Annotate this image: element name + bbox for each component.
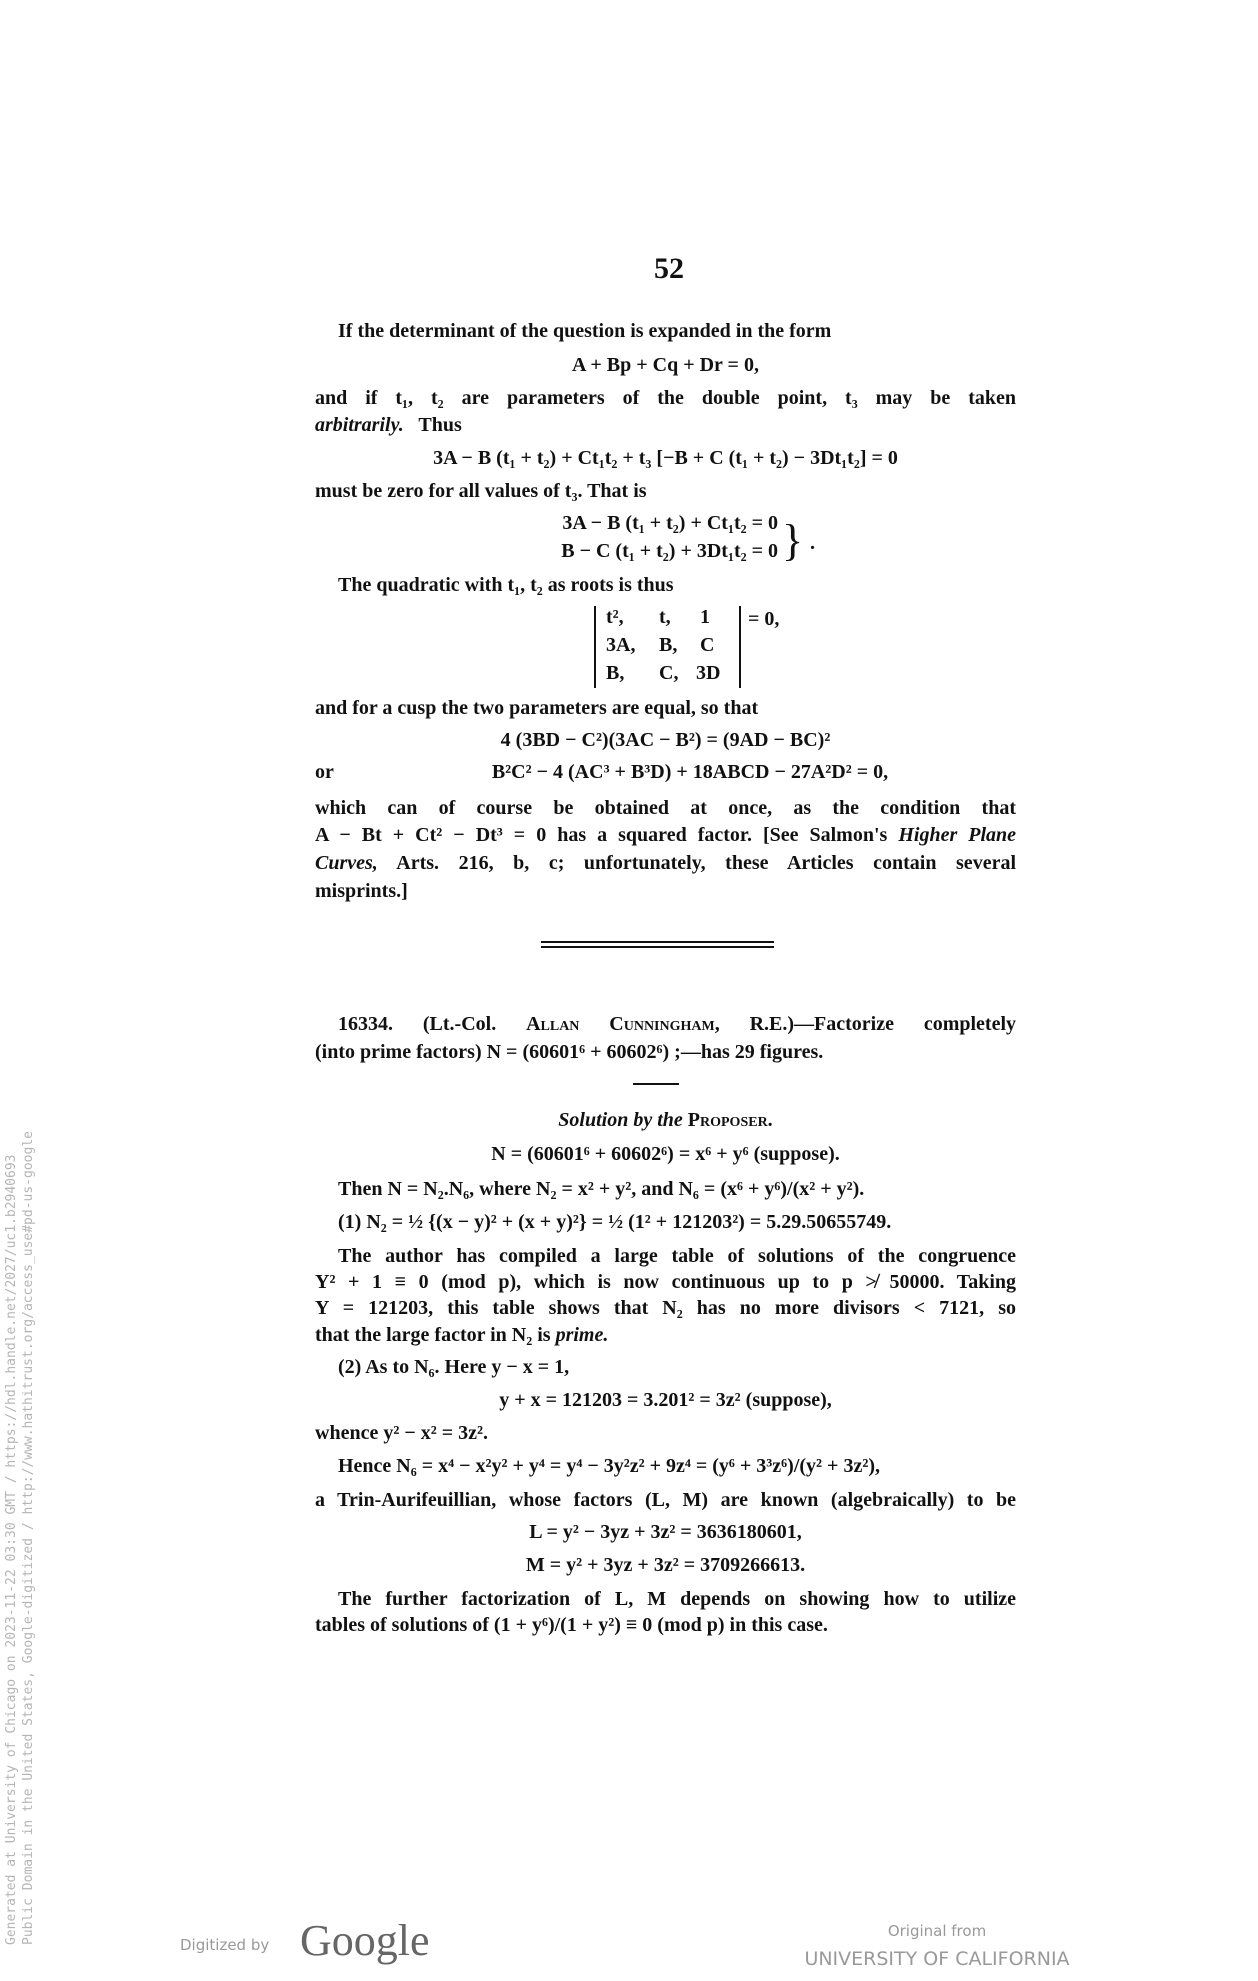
text: A − Bt + Ct² − Dt³ = 0 has a squared factor. [See Salmon's [315,824,888,846]
equation: 3A − B (t₁ + t₂) + Ct₁t₂ = 0 [562,512,778,534]
equation: L = y² − 3yz + 3z² = 3636180601, [529,1521,802,1543]
italic-text: Higher Plane [898,824,1017,846]
det-cell: C, [659,662,679,684]
equation: N = (60601⁶ + 60602⁶) = x⁶ + y⁶ (suppose). [491,1143,840,1165]
det-cell: B, [606,662,625,684]
paragraph-line [315,412,1016,438]
equation: 4 (3BD − C²)(3AC − B²) = (9AD − BC)² [500,729,831,751]
italic-text: prime. [555,1324,609,1346]
italic-text: Solution by the [558,1109,683,1131]
paragraph-line: misprints.] [315,880,408,902]
paragraph-line: tables of solutions of (1 + y⁶)/(1 + y²) ≡ 0 (mod p) in this case. [315,1614,828,1636]
text: (Lt.-Col. [422,1013,497,1035]
question-line: (into prime factors) N = (60601⁶ + 60602⁶) ;—has 29 figures. [315,1041,824,1063]
text: Thus [418,414,462,436]
det-cell: 3D [696,662,721,684]
author-name: Allan Cunningham, [526,1013,720,1035]
paragraph-line: The author has compiled a large table of solutions of the congruence [338,1245,1016,1267]
google-logo: Google [300,1916,430,1965]
watermark-line: Generated at University of Chicago on 2023-11-22 03:30 GMT / https://hdl.handle.net/2027/uc1.b2940693 [4,1154,19,1945]
paragraph-line [315,1322,1016,1348]
paragraph-line [315,822,1016,848]
paragraph-line: (1) N₂ = ½ {(x − y)² + (x + y)²} = ½ (1² + 121203²) = 5.29.50655749. [338,1211,892,1233]
paragraph-line: Y = 121203, this table shows that N₂ has no more divisors < 7121, so [315,1297,1016,1319]
italic-text: Curves, [315,852,378,874]
equation: M = y² + 3yz + 3z² = 3709266613. [525,1554,806,1576]
det-equals: = 0, [748,608,780,630]
equation: A + Bp + Cq + Dr = 0, [572,354,759,376]
paragraph-line: which can of course be obtained at once, as the condition that [315,797,1016,819]
or-label: or [315,761,334,783]
text: that the large factor in N₂ is [315,1324,551,1346]
solution-heading [315,1107,1016,1133]
paragraph-line: a Trin-Aurifeuillian, whose factors (L, M) are known (algebraically) to be [315,1489,1016,1511]
determinant [594,606,741,688]
divider [541,946,774,948]
small-caps-text: Proposer. [687,1109,773,1131]
paragraph-line: must be zero for all values of t₃. That is [315,480,647,502]
paragraph-line: Hence N₆ = x⁴ − x²y² + y⁴ = y⁴ − 3y²z² + 9z⁴ = (y⁶ + 3³z⁶)/(y² + 3z²), [338,1455,880,1477]
paragraph-line: and for a cusp the two parameters are equal, so that [315,697,759,719]
paragraph-line: and if t₁, t₂ are parameters of the double point, t₃ may be taken [315,387,1016,409]
text: R.E.)—Factorize completely [749,1013,1017,1035]
equation: y + x = 121203 = 3.201² = 3z² (suppose), [499,1389,832,1411]
equation: B − C (t₁ + t₂) + 3Dt₁t₂ = 0 [561,540,778,562]
institution-label: UNIVERSITY OF CALIFORNIA [804,1948,1070,1970]
paragraph-line: Y² + 1 ≡ 0 (mod p), which is now continuous up to p ≯ 50000. Taking [315,1271,1016,1293]
text: Arts. 216, b, c; unfortunately, these Articles contain several [396,852,1016,874]
digitized-by-label: Digitized by [180,1936,270,1954]
paragraph-line: Then N = N₂.N₆, where N₂ = x² + y², and N₆ = (x⁶ + y⁶)/(x² + y²). [338,1178,865,1200]
paragraph-line [315,850,1016,876]
page-number: 52 [654,252,684,285]
short-divider [633,1083,679,1085]
det-cell: 1 [700,606,710,628]
divider [541,941,774,943]
paragraph-line: If the determinant of the question is expanded in the form [338,320,832,342]
det-cell: t², [606,606,624,628]
italic-text: arbitrarily. [315,414,404,436]
brace: } [782,516,804,565]
question-number: 16334. [338,1013,393,1035]
paragraph-line: (2) As to N₆. Here y − x = 1, [338,1356,570,1378]
period: . [810,532,815,554]
det-cell: C [700,634,715,656]
question-line [338,1011,1016,1037]
paragraph-line: whence y² − x² = 3z². [315,1422,488,1444]
equation: 3A − B (t₁ + t₂) + Ct₁t₂ + t₃ [−B + C (t₁ + t₂) − 3Dt₁t₂] = 0 [433,447,898,469]
det-cell: B, [659,634,678,656]
original-from-label: Original from [887,1922,987,1940]
paragraph-line: The quadratic with t₁, t₂ as roots is thus [338,574,674,596]
watermark-line: Public Domain in the United States, Google-digitized / http://www.hathitrust.org/access_use#pd-us-google [21,1131,36,1945]
paragraph-line: The further factorization of L, M depends on showing how to utilize [338,1588,1016,1610]
det-cell: 3A, [606,634,636,656]
equation: B²C² − 4 (AC³ + B³D) + 18ABCD − 27A²D² = 0, [491,761,889,783]
det-cell: t, [659,606,671,628]
